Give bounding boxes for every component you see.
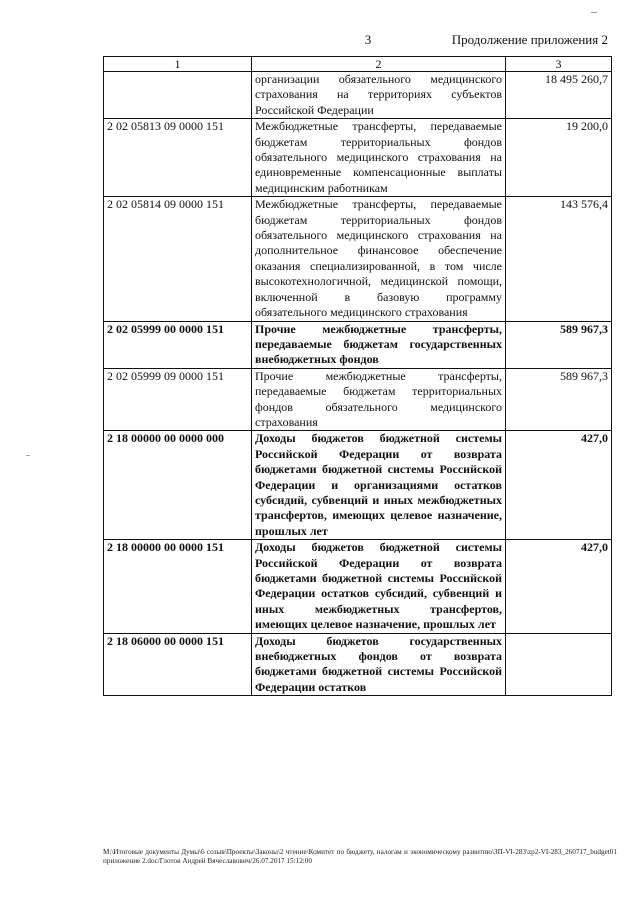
table-row	[104, 119, 612, 197]
budget-code: 2 02 05814 09 0000 151	[104, 197, 252, 321]
budget-code	[104, 72, 252, 119]
table-row	[104, 321, 612, 368]
row-description: Доходы бюджетов государственных внебюджетных фондов от возврата бюджетами бюджетной системы Российской Федерации остатков	[252, 633, 506, 696]
budget-code: 2 18 06000 00 0000 151	[104, 633, 252, 696]
column-number-row	[104, 57, 612, 72]
row-description: Межбюджетные трансферты, передаваемые бюджетам территориальных фондов обязательного медицинского страхования на дополнительное финансовое обеспечение оказания специализированной, в том числе высокотехнологичной, медицинской помощи, включенной в базовую программу обязательного медицинского страхования	[252, 197, 506, 321]
row-amount: 18 495 260,7	[506, 72, 612, 119]
row-description: организации обязательного медицинского страхования на территориях субъектов Российской Федерации	[252, 72, 506, 119]
table-row	[104, 72, 612, 119]
row-amount: 427,0	[506, 540, 612, 633]
document-path-footer: M:\Итоговые документы Думы\6 созыв\Проекты\Законы\2 чтение\Комитет по бюджету, налогам и экономическому развитию\ЗП-VI-283\zp2-VI-283_260717_budget01 приложение 2.doc/Глотов Андрей Вячеславович/26.07.2017 15:12:00	[103, 848, 617, 865]
budget-code: 2 18 00000 00 0000 000	[104, 431, 252, 540]
page-number: 3	[364, 32, 372, 47]
row-amount	[506, 633, 612, 696]
income-table	[103, 56, 612, 696]
budget-code: 2 02 05813 09 0000 151	[104, 119, 252, 197]
budget-code: 2 02 05999 00 0000 151	[104, 321, 252, 368]
scan-mark	[591, 12, 597, 13]
column-number: 2	[252, 57, 506, 72]
row-amount: 589 967,3	[506, 368, 612, 431]
table-row	[104, 540, 612, 633]
budget-code: 2 02 05999 09 0000 151	[104, 368, 252, 431]
row-description: Прочие межбюджетные трансферты, передаваемые бюджетам территориальных фондов обязательного медицинского страхования	[252, 368, 506, 431]
table-row	[104, 197, 612, 321]
scan-mark	[26, 455, 30, 456]
row-description: Межбюджетные трансферты, передаваемые бюджетам территориальных фондов обязательного медицинского страхования на единовременные компенсационные выплаты медицинским работникам	[252, 119, 506, 197]
row-description: Прочие межбюджетные трансферты, передаваемые бюджетам государственных внебюджетных фондов	[252, 321, 506, 368]
row-amount: 589 967,3	[506, 321, 612, 368]
column-number: 1	[104, 57, 252, 72]
row-amount: 19 200,0	[506, 119, 612, 197]
row-amount: 427,0	[506, 431, 612, 540]
table-row	[104, 633, 612, 696]
row-amount: 143 576,4	[506, 197, 612, 321]
column-number: 3	[506, 57, 612, 72]
table-row	[104, 431, 612, 540]
row-description: Доходы бюджетов бюджетной системы Российской Федерации от возврата бюджетами бюджетной системы Российской Федерации остатков субсидий, субвенций и иных межбюджетных трансфертов, имеющих целевое назначение, прошлых лет	[252, 540, 506, 633]
continuation-title: Продолжение приложения 2	[451, 32, 608, 47]
table-row	[104, 368, 612, 431]
row-description: Доходы бюджетов бюджетной системы Российской Федерации от возврата бюджетами бюджетной системы Российской Федерации и организациями остатков субсидий, субвенций и иных межбюджетных трансфертов, имеющих целевое назначение, прошлых лет	[252, 431, 506, 540]
budget-code: 2 18 00000 00 0000 151	[104, 540, 252, 633]
